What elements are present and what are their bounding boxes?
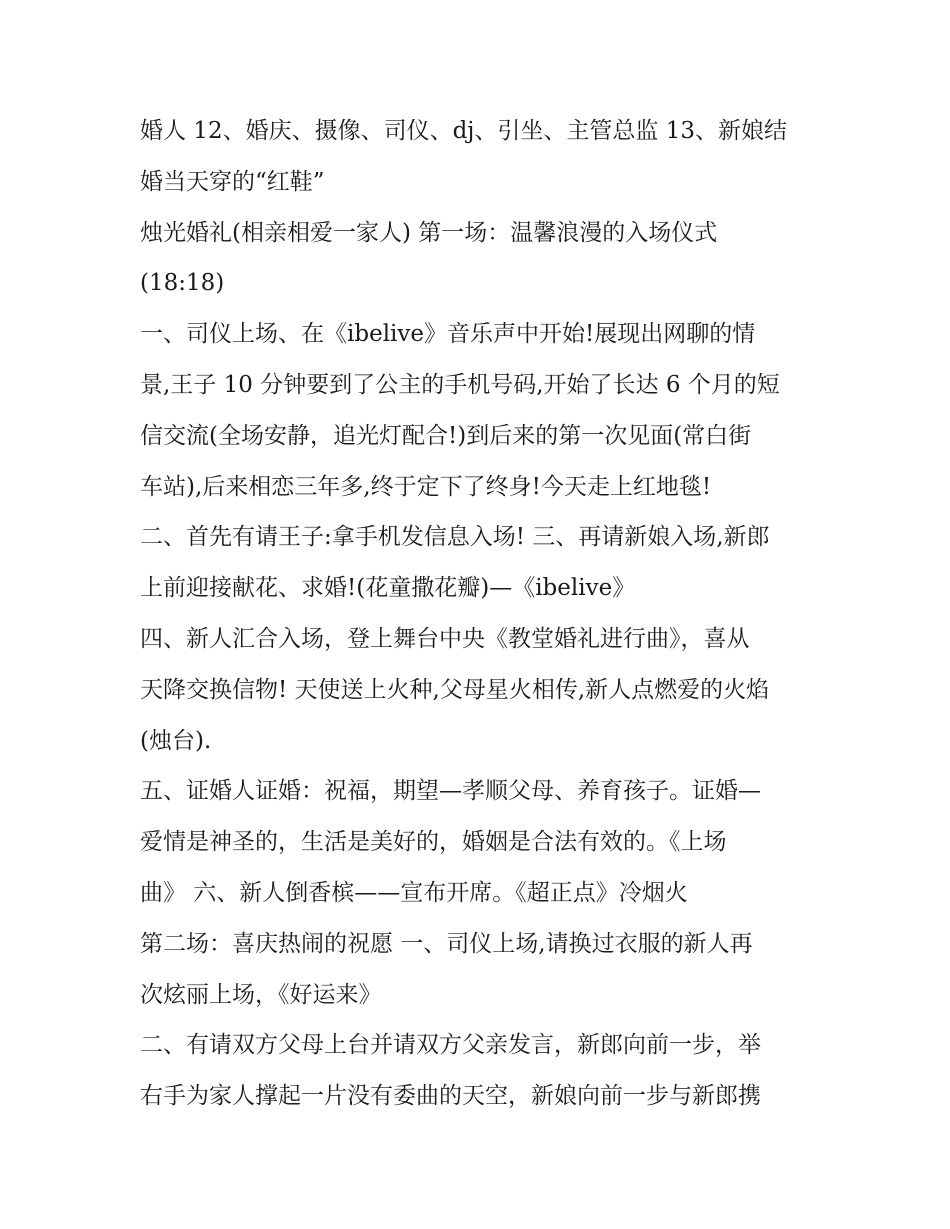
text-line: 天降交换信物! 天使送上火种,父母星火相传,新人点燃爱的火焰: [140, 676, 770, 703]
text-line: 车站),后来相恋三年多,终于定下了终身!今天走上红地毯!: [140, 473, 712, 500]
text-line: 曲》 六、新人倒香槟——宣布开席。《超正点》冷烟火: [140, 879, 688, 906]
text-line: 五、证婚人证婚：祝福，期望—孝顺父母、养育孩子。证婚—: [140, 778, 761, 805]
text-line: 右手为家人撑起一片没有委曲的天空，新娘向前一步与新郎携: [140, 1083, 761, 1110]
document-body: [140, 106, 820, 1122]
text-line: 四、新人汇合入场，登上舞台中央《教堂婚礼进行曲》，喜从: [140, 625, 750, 652]
text-line: 景,王子 10 分钟要到了公主的手机号码,开始了长达 6 个月的短: [140, 371, 780, 398]
text-line: 一、司仪上场、在《ibelive》音乐声中开始!展现出网聊的情: [140, 321, 756, 348]
text-line: 烛光婚礼(相亲相爱一家人) 第一场：温馨浪漫的入场仪式: [140, 219, 718, 246]
text-line: 二、首先有请王子:拿手机发信息入场! 三、再请新娘入场,新郎: [140, 524, 770, 551]
text-line: 第二场：喜庆热闹的祝愿 一、司仪上场,请换过衣服的新人再: [140, 930, 753, 957]
text-line: (18:18): [140, 270, 225, 297]
text-line: 爱情是神圣的，生活是美好的，婚姻是合法有效的。《上场: [140, 829, 727, 856]
text-line: 上前迎接献花、求婚!(花童撒花瓣)—《ibelive》: [140, 575, 636, 602]
text-line: 次炫丽上场，《好运来》: [140, 981, 382, 1008]
text-line: 婚人 12、婚庆、摄像、司仪、dj、引坐、主管总监 13、新娘结: [140, 118, 788, 144]
text-line: 信交流(全场安静，追光灯配合!)到后来的第一次见面(常白街: [140, 422, 752, 449]
text-line: 婚当天穿的“红鞋”: [140, 168, 325, 195]
text-line: (烛台).: [140, 727, 212, 754]
text-line: 二、有请双方父母上台并请双方父亲发言，新郎向前一步，举: [140, 1032, 761, 1059]
